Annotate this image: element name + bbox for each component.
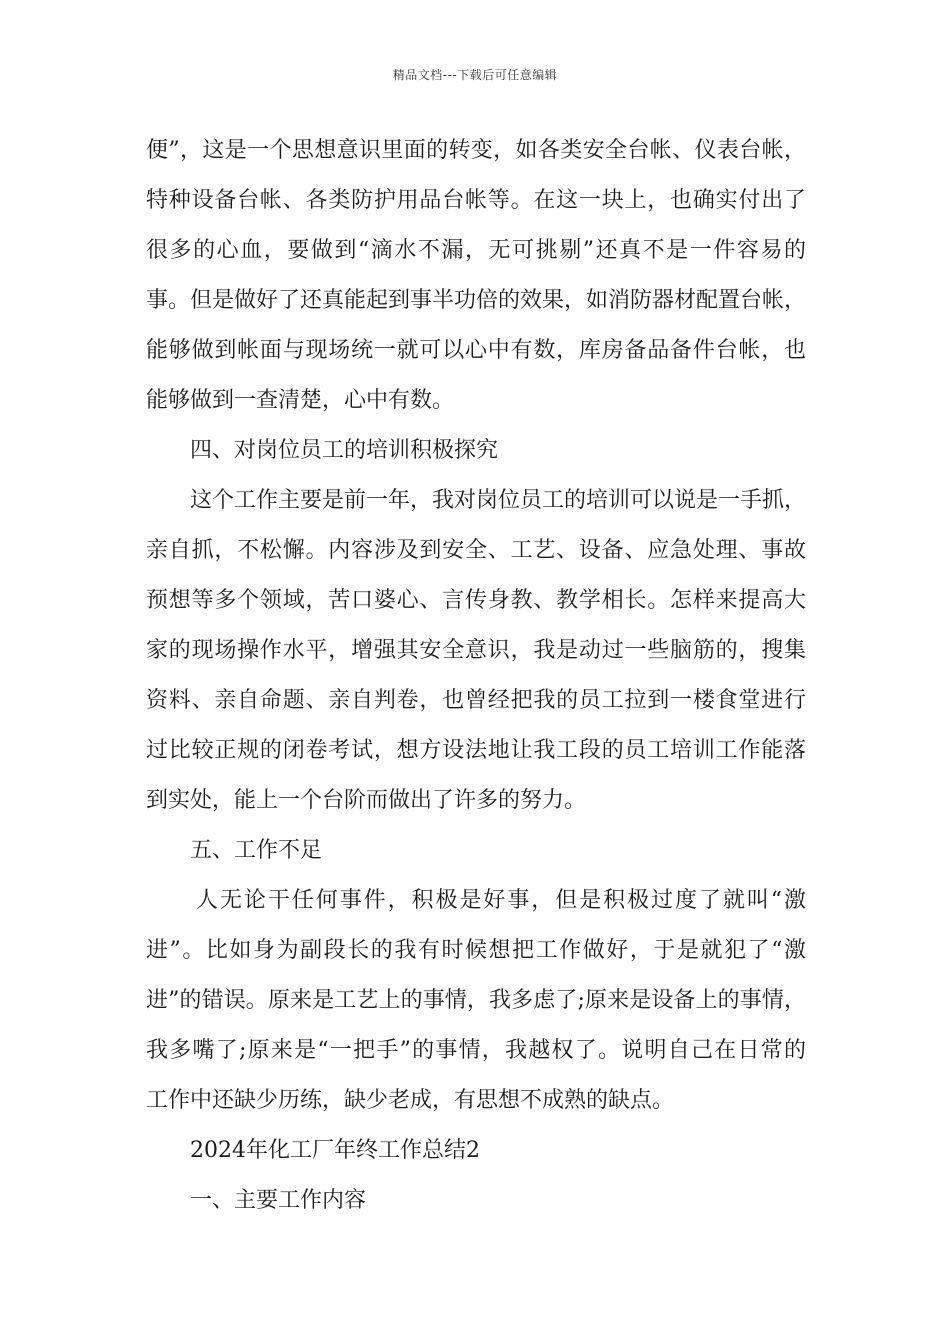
text-line: 我多嘴了;原来是“一把手”的事情，我越权了。说明自己在日常的 [146,1038,806,1063]
text-line: 过比较正规的闭卷考试，想方设法地让我工段的员工培训工作能落 [146,738,806,763]
section-heading: 五、工作不足 [190,838,323,863]
text-line: 便”，这是一个思想意识里面的转变，如各类安全台帐、仪表台帐， [146,138,806,163]
text-line: 这个工作主要是前一年，我对岗位员工的培训可以说是一手抓， [190,488,806,513]
section-heading: 一、主要工作内容 [190,1188,367,1213]
text-line: 资料、亲自命题、亲自判卷，也曾经把我的员工拉到一楼食堂进行 [146,688,806,713]
text-line: 能够做到帐面与现场统一就可以心中有数，库房备品备件台帐，也 [146,338,806,363]
text-line: 工作中还缺少历练，缺少老成，有思想不成熟的缺点。 [146,1088,675,1113]
page-header: 精品文档---下载后可任意编辑 [392,68,558,82]
text-line: 特种设备台帐、各类防护用品台帐等。在这一块上，也确实付出了 [146,188,806,213]
text-line: 进”。比如身为副段长的我有时候想把工作做好，于是就犯了“激 [146,938,806,963]
text-line: 到实处，能上一个台阶而做出了许多的努力。 [146,788,587,813]
text-line: 能够做到一查清楚，心中有数。 [146,388,455,413]
text-line: 人无论干任何事件，积极是好事，但是积极过度了就叫“激 [196,888,806,913]
section-heading: 四、对岗位员工的培训积极探究 [190,438,499,463]
text-line: 进”的错误。原来是工艺上的事情，我多虑了;原来是设备上的事情， [146,988,806,1013]
document-body [146,126,806,1226]
text-line: 事。但是做好了还真能起到事半功倍的效果，如消防器材配置台帐， [146,288,806,313]
text-line: 预想等多个领域，苦口婆心、言传身教、教学相长。怎样来提高大 [146,588,806,613]
text-line: 家的现场操作水平，增强其安全意识，我是动过一些脑筋的，搜集 [146,638,806,663]
text-line: 亲自抓，不松懈。内容涉及到安全、工艺、设备、应急处理、事故 [146,538,806,563]
text-line: 很多的心血，要做到“滴水不漏，无可挑剔”还真不是一件容易的 [146,238,806,263]
document-title: 2024年化工厂年终工作总结2 [190,1138,480,1163]
